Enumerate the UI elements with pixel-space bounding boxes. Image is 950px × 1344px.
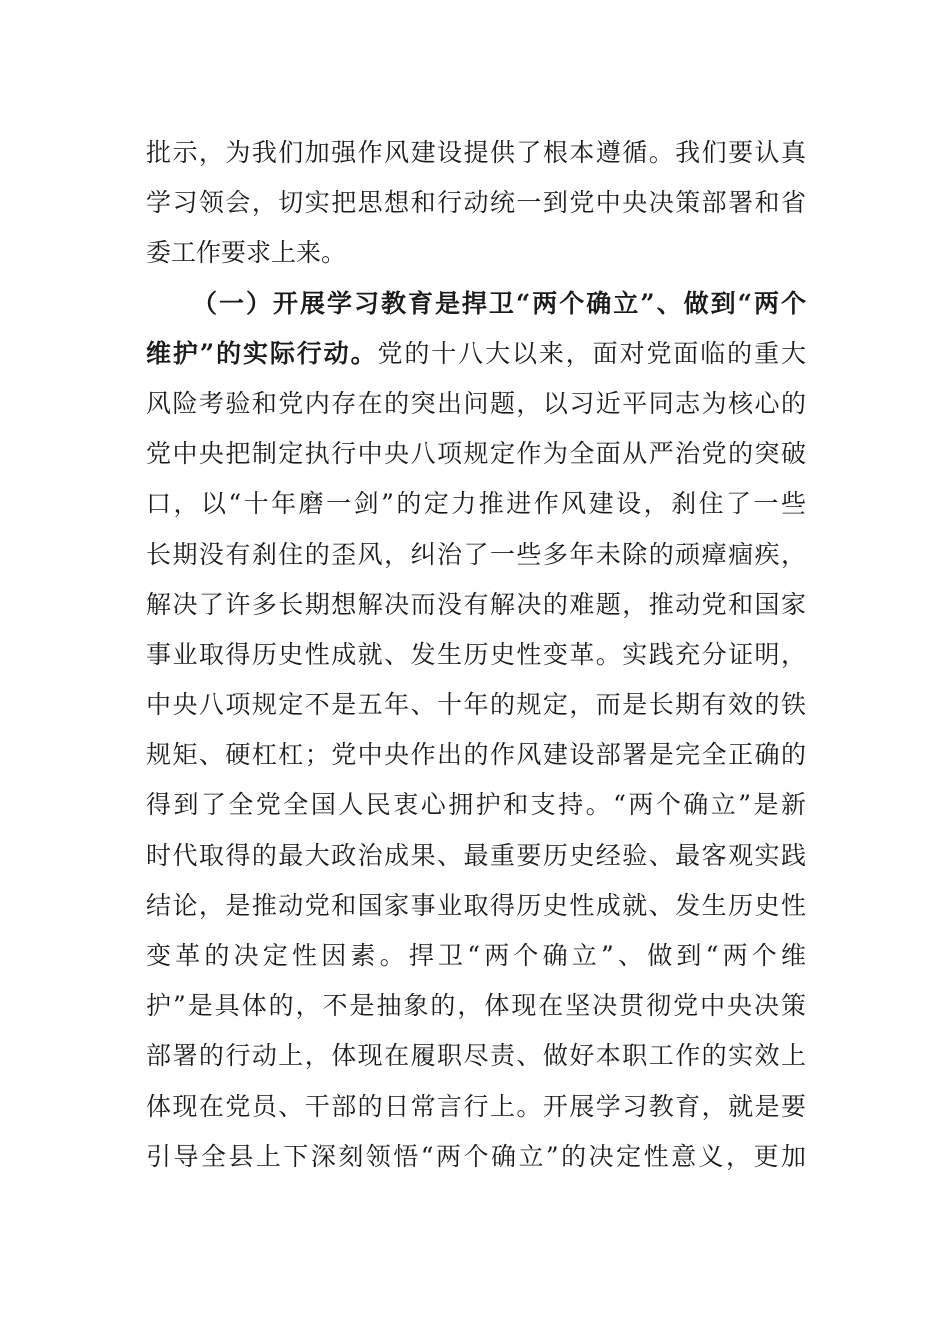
text-line: 护”是具体的，不是抽象的，体现在坚决贯彻党中央决策 [146, 991, 806, 1021]
text-line: 引导全县上下深刻领悟“两个确立”的决定性意义，更加 [146, 1141, 806, 1171]
text-line: 变革的决定性因素。捍卫“两个确立”、做到“两个维 [146, 941, 806, 970]
text-line: 事业取得历史性成就、发生历史性变革。实践充分证明， [146, 639, 806, 669]
text-line: 解决了许多长期想解决而没有解决的难题，推动党和国家 [146, 589, 806, 619]
text-line: 风险考验和党内存在的突出问题，以习近平同志为核心的 [146, 388, 806, 418]
paragraph-section-one [146, 279, 806, 1182]
document-body [146, 128, 806, 1182]
text-line: 得到了全党全国人民衷心拥护和支持。“两个确立”是新 [146, 790, 806, 820]
text-line: 批示，为我们加强作风建设提供了根本遵循。我们要认真 [146, 138, 806, 167]
text-line: 结论，是推动党和国家事业取得历史性成就、发生历史性 [146, 890, 806, 920]
text-line: 口，以“十年磨一剑”的定力推进作风建设，刹住了一些 [146, 489, 806, 519]
section-heading: （一）开展学习教育是捍卫“两个确立”、做到“两个 [192, 288, 806, 318]
text-line: 体现在党员、干部的日常言行上。开展学习教育，就是要 [146, 1091, 806, 1121]
section-heading-end: 维护”的实际行动。 [146, 338, 378, 368]
text-line: 党中央把制定执行中央八项规定作为全面从严治党的突破 [146, 439, 806, 469]
text-line: 学习领会，切实把思想和行动统一到党中央决策部署和省 [146, 188, 806, 218]
text-line: 中央八项规定不是五年、十年的规定，而是长期有效的铁 [146, 690, 806, 720]
text-line: 部署的行动上，体现在履职尽责、做好本职工作的实效上 [146, 1041, 806, 1071]
text-line: 长期没有刹住的歪风，纠治了一些多年未除的顽瘴痼疾， [146, 539, 806, 569]
paragraph-intro [146, 128, 806, 279]
text-line: 时代取得的最大政治成果、最重要历史经验、最客观实践 [146, 840, 806, 870]
section-body-start: 党的十八大以来，面对党面临的重大 [377, 338, 806, 368]
text-line [146, 329, 806, 379]
text-line: 委工作要求上来。 [146, 238, 347, 268]
text-line: 规矩、硬杠杠；党中央作出的作风建设部署是完全正确的 [146, 740, 806, 770]
